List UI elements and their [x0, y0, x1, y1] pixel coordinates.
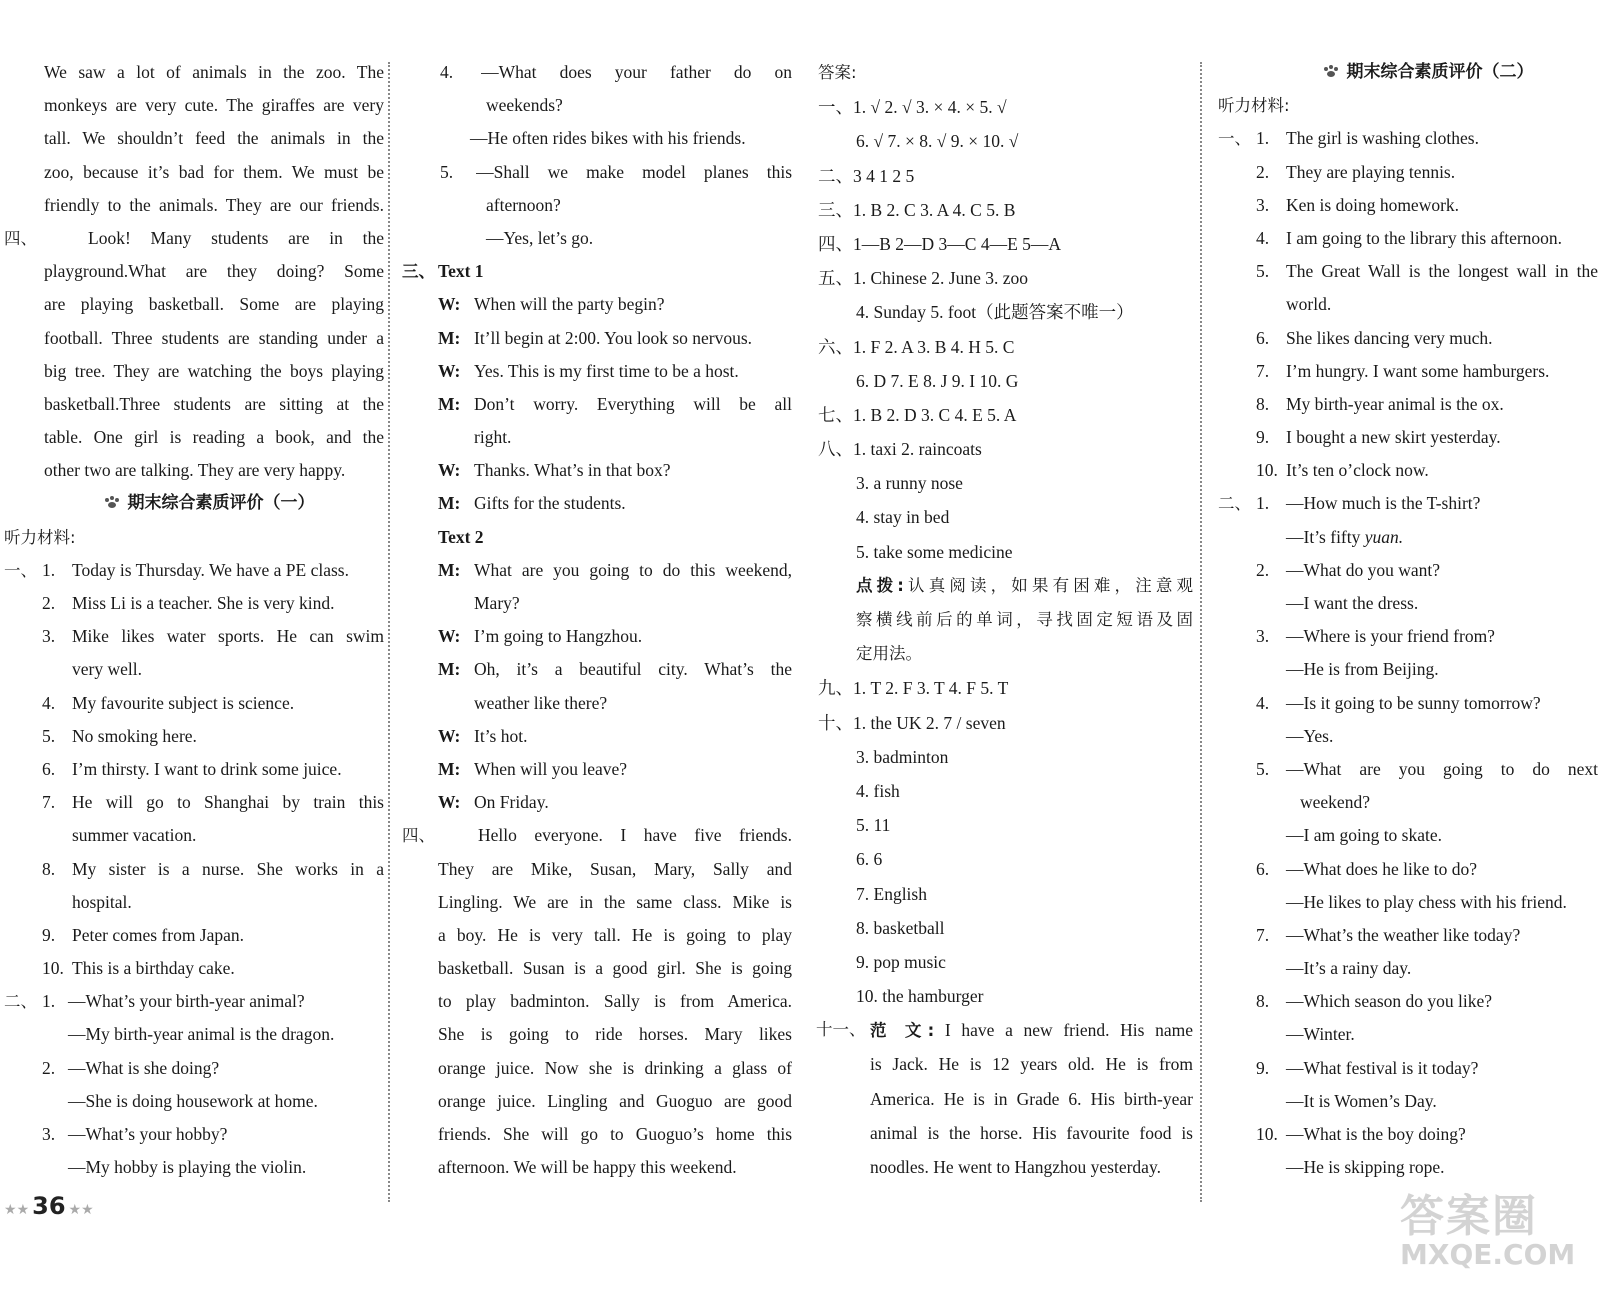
item-number: 6. [1256, 327, 1270, 348]
item-number: 7. [1256, 360, 1270, 381]
text-line: other two are talking. They are very happy. [44, 460, 346, 481]
item-text: world. [1286, 294, 1332, 315]
item-text: They are playing tennis. [1286, 161, 1456, 182]
dialog-line: weather like there? [474, 692, 608, 713]
star-icon: ★ [68, 1202, 82, 1218]
speaker: W: [438, 294, 461, 315]
text-line: They are Mike, Susan, Mary, Sally and [438, 858, 792, 879]
item-text: very well. [72, 659, 142, 680]
dialog-text: When will you leave? [474, 758, 628, 779]
dialog-line [438, 288, 792, 321]
item-number: 3. [1256, 194, 1270, 215]
column-2 [402, 56, 793, 1184]
hint-line: 察横线前后的单词，寻找固定短语及固 [856, 610, 1193, 629]
speaker: M: [438, 659, 461, 680]
dialog-text: It’ll begin at 2:00. You look so nervous. [474, 327, 753, 348]
item-text: He will go to Shanghai by train this [72, 792, 384, 813]
text-line: noodles. He went to Hangzhou yesterday. [870, 1157, 1161, 1177]
text-line: orange juice. Now she is drinking a glass of [438, 1057, 792, 1078]
dialog-line [438, 487, 792, 520]
text-line: is Jack. He is 12 years old. He is from [870, 1054, 1193, 1075]
item-number: 9. [1256, 427, 1270, 448]
listening-label: 听力材料: [4, 527, 76, 547]
text-line: We saw a lot of animals in the zoo. The [44, 62, 384, 82]
dialog-question [1256, 554, 1598, 587]
paw-icon [1323, 64, 1339, 78]
text-line: —He often rides bikes with his friends. [470, 128, 746, 149]
listening-label: 听力材料: [1218, 96, 1290, 116]
speaker: W: [438, 626, 461, 647]
text-line: tall. We shouldn’t feed the animals in the [44, 128, 384, 149]
text-line: a boy. He is very tall. He is going to play [438, 924, 792, 945]
text-line: friends. She will go to Guoguo’s home this [438, 1124, 792, 1144]
list-item [42, 620, 384, 653]
item-number: 1. [42, 559, 56, 580]
list-item [1256, 421, 1598, 454]
answer-text: —Yes. [1286, 725, 1334, 746]
dialog-text: Gifts for the students. [474, 493, 626, 514]
c2-dialog-4 [412, 56, 792, 156]
answer-text: —He is from Beijing. [1286, 659, 1439, 680]
answer-row: 6. 6 [856, 849, 883, 870]
dialog-text: I’m going to Hangzhou. [474, 626, 643, 647]
list-item [1256, 156, 1598, 189]
item-text: Today is Thursday. We have a PE class. [72, 559, 349, 580]
dialog-line [438, 388, 792, 421]
answer-row: 10. the hamburger [856, 986, 984, 1007]
dialog-answer [1256, 521, 1598, 554]
item-number: 8. [1256, 393, 1270, 414]
list-item [1256, 288, 1598, 321]
section-number: 一、 [1218, 129, 1251, 149]
dialog-line: right. [474, 427, 512, 448]
item-text: I’m thirsty. I want to drink some juice. [72, 758, 342, 779]
dialog-line [438, 653, 792, 686]
dialog-question [42, 985, 384, 1018]
dialog-question [42, 1118, 384, 1151]
question-text: —What’s the weather like today? [1286, 924, 1521, 945]
column-divider [1200, 62, 1202, 1202]
item-text: This is a birthday cake. [72, 958, 235, 979]
item-number: 8. [1256, 991, 1270, 1012]
c1-part-2 [4, 985, 384, 1184]
text-line: weekends? [486, 95, 563, 116]
item-number: 3. [1256, 626, 1270, 647]
answer-row: 3. badminton [856, 746, 949, 767]
c2-section-4 [402, 819, 792, 1184]
list-item [1256, 454, 1598, 487]
dialog-question [1256, 919, 1598, 952]
dialog-question [1256, 1052, 1598, 1085]
text-line: monkeys are very cute. The giraffes are very [44, 95, 384, 116]
list-item [1256, 355, 1598, 388]
dialog-line [438, 620, 792, 653]
answer-row: 6. D 7. E 8. J 9. I 10. G [856, 370, 1019, 391]
section-number: 三、 [402, 262, 435, 282]
item-text: hospital. [72, 891, 132, 912]
dialog-answer [1256, 819, 1598, 852]
answer-text: —I am going to skate. [1286, 825, 1443, 846]
question-text: —Is it going to be sunny tomorrow? [1286, 692, 1541, 713]
list-item [1256, 222, 1598, 255]
list-item [1256, 388, 1598, 421]
item-text: summer vacation. [72, 825, 197, 846]
speaker: M: [438, 327, 461, 348]
dialog-line [438, 753, 792, 786]
item-number: 4. [440, 62, 454, 82]
answer-text: —It is Women’s Day. [1286, 1090, 1437, 1111]
section-number: 十一、 [816, 1020, 866, 1040]
item-number: 6. [1256, 858, 1270, 879]
dialog-text: It’s hot. [474, 725, 528, 746]
question-text: —Which season do you like? [1286, 991, 1493, 1012]
dialog-question [42, 1052, 384, 1085]
c1-section-4 [4, 222, 384, 488]
answer-row: 八、1. taxi 2. raincoats [818, 439, 982, 460]
item-number: 10. [1256, 460, 1278, 481]
text2-label: Text 2 [438, 526, 484, 547]
question-text: —What is the boy doing? [1286, 1124, 1466, 1144]
speaker: M: [438, 559, 461, 580]
dialog-question [1256, 1118, 1598, 1151]
item-number: 4. [1256, 692, 1270, 713]
dialog-text: Don’t worry. Everything will be all [474, 393, 792, 414]
text-line: big tree. They are watching the boys playing [44, 360, 384, 381]
answer-row: 3. a runny nose [856, 473, 963, 494]
dialog-answer [1256, 720, 1598, 753]
list-item [42, 720, 384, 753]
speaker: W: [438, 360, 461, 381]
item-number: 1. [1256, 128, 1270, 149]
model-essay-label: 范 文: [870, 1021, 935, 1041]
answer-row: 四、1—B 2—D 3—C 4—E 5—A [818, 233, 1062, 254]
answer-row: 7. English [856, 883, 927, 904]
text-line: animal is the horse. His favourite food is [870, 1122, 1193, 1143]
text-line: —Yes, let’s go. [486, 227, 594, 248]
answer-row: 4. fish [856, 780, 900, 801]
item-number: 10. [42, 958, 64, 979]
item-number: 2. [42, 1057, 56, 1078]
answer-row: 6. √ 7. × 8. √ 9. × 10. √ [856, 131, 1019, 152]
paw-icon [104, 495, 120, 509]
item-number: 7. [42, 792, 56, 813]
c1-part-1 [4, 554, 384, 985]
speaker: M: [438, 393, 461, 414]
dialog-answer: —My hobby is playing the violin. [68, 1157, 307, 1178]
section-number: 四、 [402, 826, 435, 846]
hint-line: 点拨:认真阅读，如果有困难，注意观 [856, 575, 1193, 595]
answer-row: 4. stay in bed [856, 507, 950, 528]
item-number: 5. [1256, 758, 1270, 779]
list-item [42, 786, 384, 819]
item-text: The Great Wall is the longest wall in the [1286, 261, 1598, 282]
item-text: My sister is a nurse. She works in a [72, 858, 384, 879]
item-text: I bought a new skirt yesterday. [1286, 427, 1501, 448]
section-number: 二、 [1218, 494, 1251, 514]
list-item [42, 919, 384, 952]
answer-text: —He is skipping rope. [1286, 1157, 1445, 1178]
list-item [42, 554, 384, 587]
item-number: 7. [1256, 924, 1270, 945]
c4-part-2 [1218, 487, 1598, 1184]
list-item [1256, 322, 1598, 355]
speaker: W: [438, 792, 461, 813]
speaker: M: [438, 758, 461, 779]
answers-label: 答案: [818, 63, 857, 82]
dialog-question [1256, 753, 1598, 786]
item-number: 8. [42, 858, 56, 879]
dialog-answer: —My birth-year animal is the dragon. [68, 1024, 335, 1045]
item-number: 3. [42, 1124, 56, 1144]
dialog-text: On Friday. [474, 792, 549, 813]
question-text: —What’s your hobby? [68, 1124, 228, 1144]
section-title-2: 期末综合素质评价（二） [1218, 56, 1598, 89]
question-text: —How much is the T-shirt? [1286, 493, 1481, 514]
dialog-question [1256, 687, 1598, 720]
section-title-1: 期末综合素质评价（一） [4, 487, 384, 520]
item-number: 2. [42, 593, 56, 613]
text-line: Lingling. We are in the same class. Mike is [438, 891, 792, 912]
item-text: She likes dancing very much. [1286, 327, 1493, 348]
c1-paragraph-1 [4, 56, 384, 222]
list-item [1256, 122, 1598, 155]
item-number: 4. [1256, 227, 1270, 248]
text-line: afternoon. We will be happy this weekend. [438, 1157, 737, 1178]
item-number: 2. [1256, 161, 1270, 182]
answer-row: 六、1. F 2. A 3. B 4. H 5. C [818, 336, 1015, 357]
section-number: 二、 [4, 992, 37, 1012]
speaker: W: [438, 725, 461, 746]
answer-row: 5. take some medicine [856, 541, 1013, 562]
item-number: 5. [1256, 261, 1270, 282]
text-line: are playing basketball. Some are playing [44, 294, 384, 315]
dialog-text: Oh, it’s a beautiful city. What’s the [474, 659, 792, 680]
dialog-question: weekend? [1300, 792, 1370, 813]
dialog-answer [1256, 587, 1598, 620]
text-line: basketball.Three students are sitting at the [44, 393, 384, 414]
dialog-text: Yes. This is my first time to be a host. [474, 360, 739, 381]
speaker: W: [438, 460, 461, 481]
dialog-text: When will the party begin? [474, 294, 665, 315]
answer-row: 十、1. the UK 2. 7 / seven [818, 712, 1006, 733]
answer-row: 9. pop music [856, 951, 946, 972]
item-text: Ken is doing homework. [1286, 194, 1460, 215]
dialog-line [438, 786, 792, 819]
dialog-question [1256, 985, 1598, 1018]
item-text: Mike likes water sports. He can swim [72, 626, 384, 647]
text1-label: Text 1 [438, 261, 484, 282]
dialog-text: What are you going to do this weekend, [474, 559, 792, 580]
list-item [42, 753, 384, 786]
text-line: afternoon? [486, 194, 561, 215]
question-text: —What does he like to do? [1286, 858, 1477, 879]
text-line: I have a new friend. His name [944, 1020, 1194, 1041]
section-number: 四、 [4, 228, 37, 248]
list-item [42, 687, 384, 720]
item-number: 10. [1256, 1124, 1278, 1144]
page-number: ★★ 36 ★★ [4, 1192, 94, 1220]
item-number: 3. [42, 626, 56, 647]
dialog-question [1256, 853, 1598, 886]
question-text: —Where is your friend from? [1286, 626, 1495, 647]
question-text: —What are you going to do next [1286, 758, 1598, 779]
item-text: I am going to the library this afternoon. [1286, 227, 1563, 248]
list-item [42, 819, 384, 852]
question-text: —What is she doing? [68, 1057, 220, 1078]
dialog-answer: —She is doing housework at home. [68, 1090, 318, 1111]
list-item [1256, 189, 1598, 222]
column-1 [4, 56, 384, 1184]
item-text: No smoking here. [72, 725, 197, 746]
answer-text: —I want the dress. [1286, 593, 1419, 613]
text-line: to play badminton. Sally is from America. [438, 991, 792, 1012]
item-number: 2. [1256, 559, 1270, 580]
hint-label: 点拨: [856, 575, 904, 595]
text-line: Look! Many students are in the [88, 227, 384, 248]
answer-text: —Winter. [1286, 1024, 1355, 1045]
item-text: Miss Li is a teacher. She is very kind. [72, 593, 335, 613]
text-line: —Shall we make model planes this [476, 161, 793, 182]
dialog-question [1256, 487, 1598, 520]
item-number: 9. [1256, 1057, 1270, 1078]
dialog-line [438, 554, 792, 587]
dialog-line [438, 720, 792, 753]
dialog-line [438, 355, 792, 388]
text-line: —What does your father do on [481, 62, 792, 82]
hint-line: 定用法。 [856, 644, 922, 664]
dialog-answer [1256, 952, 1598, 985]
dialog-answer [1256, 886, 1598, 919]
text-line: football. Three students are standing under a [44, 327, 384, 348]
item-number: 9. [42, 924, 56, 945]
text-line: playground.What are they doing? Some [44, 261, 384, 282]
c4-part-1 [1218, 122, 1598, 487]
dialog-question [1256, 620, 1598, 653]
question-text: —What festival is it today? [1286, 1057, 1479, 1078]
dialog-line [438, 322, 792, 355]
c3-section-11 [818, 1013, 1193, 1184]
dialog-text: Thanks. What’s in that box? [474, 460, 671, 481]
text-line: basketball. Susan is a good girl. She is going [438, 958, 792, 979]
item-text: My birth-year animal is the ox. [1286, 393, 1504, 414]
item-text: The girl is washing clothes. [1286, 128, 1479, 149]
answer-row: 8. basketball [856, 917, 945, 938]
item-number: 5. [440, 161, 454, 182]
item-text: I’m hungry. I want some hamburgers. [1286, 360, 1550, 381]
answer-text: —It’s fifty [1286, 526, 1365, 547]
star-icon: ★ [4, 1202, 17, 1218]
answer-row: 九、1. T 2. F 3. T 4. F 5. T [818, 678, 1009, 699]
item-text: My favourite subject is science. [72, 692, 295, 713]
list-item [42, 886, 384, 919]
item-text: Peter comes from Japan. [72, 924, 245, 945]
list-item [42, 952, 384, 985]
text-line: friendly to the animals. They are our friends. [44, 194, 384, 215]
answer-row: 4. Sunday 5. foot（此题答案不唯一） [856, 302, 1134, 323]
list-item [42, 653, 384, 686]
dialog-answer [1256, 653, 1598, 686]
list-item [42, 587, 384, 620]
watermark: 答案圈 MXQE.COM [1400, 1191, 1576, 1271]
speaker: M: [438, 493, 461, 514]
star-icon: ★ [81, 1202, 94, 1218]
c2-section-3 [402, 255, 792, 819]
answer-row: 一、1. √ 2. √ 3. × 4. × 5. √ [818, 97, 1007, 118]
question-text: —What’s your birth-year animal? [68, 991, 305, 1012]
text-line: She is going to ride horses. Mary likes [438, 1024, 792, 1045]
list-item [1256, 255, 1598, 288]
answer-text: —He likes to play chess with his friend. [1286, 891, 1567, 912]
question-text: —What do you want? [1286, 559, 1441, 580]
answer-text: —It’s a rainy day. [1286, 958, 1412, 979]
item-text: It’s ten o’clock now. [1286, 460, 1429, 481]
column-divider [388, 62, 390, 1202]
text-line: zoo, because it’s bad for them. We must be [44, 161, 384, 182]
list-item [42, 853, 384, 886]
column-3 [818, 56, 1193, 1184]
column-4 [1218, 56, 1598, 1184]
section-number: 一、 [4, 560, 37, 580]
answer-row: 二、3 4 1 2 5 [818, 165, 915, 186]
item-number: 4. [42, 692, 56, 713]
star-icon: ★ [16, 1202, 30, 1218]
item-number: 1. [42, 991, 56, 1012]
item-number: 6. [42, 758, 56, 779]
text-line: America. He is in Grade 6. His birth-year [870, 1088, 1193, 1109]
text-line: Hello everyone. I have five friends. [478, 825, 792, 846]
dialog-line [438, 454, 792, 487]
answer-row: 五、1. Chinese 2. June 3. zoo [818, 268, 1028, 289]
dialog-answer [1256, 1085, 1598, 1118]
answer-row: 七、1. B 2. D 3. C 4. E 5. A [818, 404, 1017, 425]
text-line: orange juice. Lingling and Guoguo are good [438, 1090, 792, 1111]
item-number: 1. [1256, 493, 1270, 514]
c2-dialog-5 [412, 156, 792, 256]
answer-italic: yuan. [1364, 526, 1404, 547]
text-line: table. One girl is reading a book, and the [44, 427, 384, 448]
dialog-line: Mary? [474, 593, 520, 613]
answer-row: 三、1. B 2. C 3. A 4. C 5. B [818, 199, 1016, 220]
answer-row: 5. 11 [856, 815, 891, 836]
dialog-answer [1256, 1018, 1598, 1051]
item-number: 5. [42, 725, 56, 746]
